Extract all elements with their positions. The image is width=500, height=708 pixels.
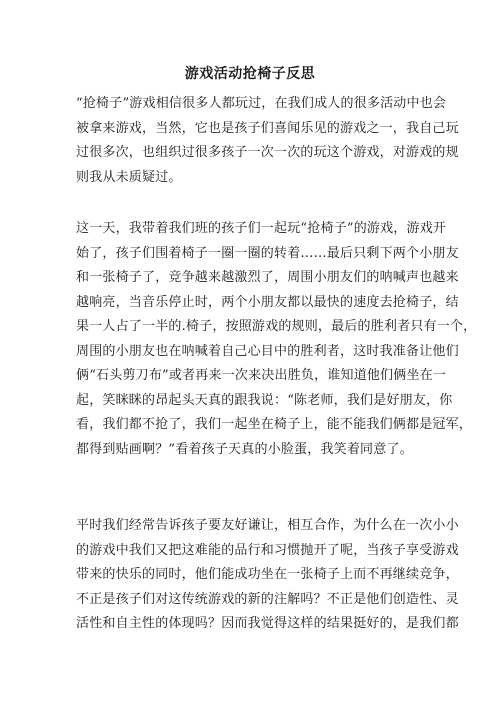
text-line: 平时我们经常告诉孩子要友好谦让，相互合作，为什么在一次小小 [76, 518, 459, 533]
text-line: 活性和自主性的体现吗？因而我觉得这样的结果挺好的，是我们都 [76, 616, 459, 631]
text-line: 俩“石头剪刀布”或者再来一次来决出胜负，谁知道他们俩坐在一 [76, 368, 447, 383]
document-title: 游戏活动抢椅子反思 [184, 66, 316, 82]
text-line: 过很多次，也组织过很多孩子一次一次的玩这个游戏，对游戏的规 [76, 145, 459, 160]
text-line: 带来的快乐的同时，他们能成功坐在一张椅子上而不再继续竞争， [76, 567, 459, 582]
text-line: 不正是孩子们对这传统游戏的新的注解吗？不正是他们创造性、灵 [76, 591, 459, 607]
paragraph-2 [76, 217, 477, 462]
paragraph-1 [76, 92, 459, 190]
text-line: 起，笑眯眯的昂起头天真的跟我说：“陈老师，我们是好朋友，你 [76, 392, 453, 408]
paragraph-3 [76, 514, 459, 637]
text-line: “抢椅子”游戏相信很多人都玩过，在我们成人的很多活动中也会 [76, 96, 447, 111]
text-line: 越响亮，当音乐停止时，两个小朋友都以最快的速度去抢椅子，结 [76, 294, 459, 310]
text-line: 和一张椅子了，竞争越来越激烈了，周围小朋友们的呐喊声也越来 [76, 270, 459, 285]
text-line: 果一人占了一半的.椅子，按照游戏的规则，最后的胜利者只有一个， [76, 319, 477, 334]
text-line: 被拿来游戏，当然，它也是孩子们喜闻乐见的游戏之一，我自己玩 [76, 120, 459, 136]
text-line: 都得到贴画啊？”看着孩子天真的小脸蛋，我笑着同意了。 [76, 441, 413, 457]
text-line: 始了，孩子们围着椅子一圈一圈的转着……最后只剩下两个小朋友 [76, 245, 459, 261]
text-line: 这一天，我带着我们班的孩子们一起玩“抢椅子”的游戏，游戏开 [76, 221, 447, 236]
text-line: 则我从未质疑过。 [76, 169, 182, 185]
text-line: 看，我们都不抢了，我们一起坐在椅子上，能不能我们俩都是冠军， [76, 417, 473, 432]
text-line: 的游戏中我们又把这难能的品行和习惯抛开了呢，当孩子享受游戏 [76, 542, 459, 558]
text-line: 周围的小朋友也在呐喊着自己心目中的胜利者，这时我准备让他们 [76, 343, 459, 359]
